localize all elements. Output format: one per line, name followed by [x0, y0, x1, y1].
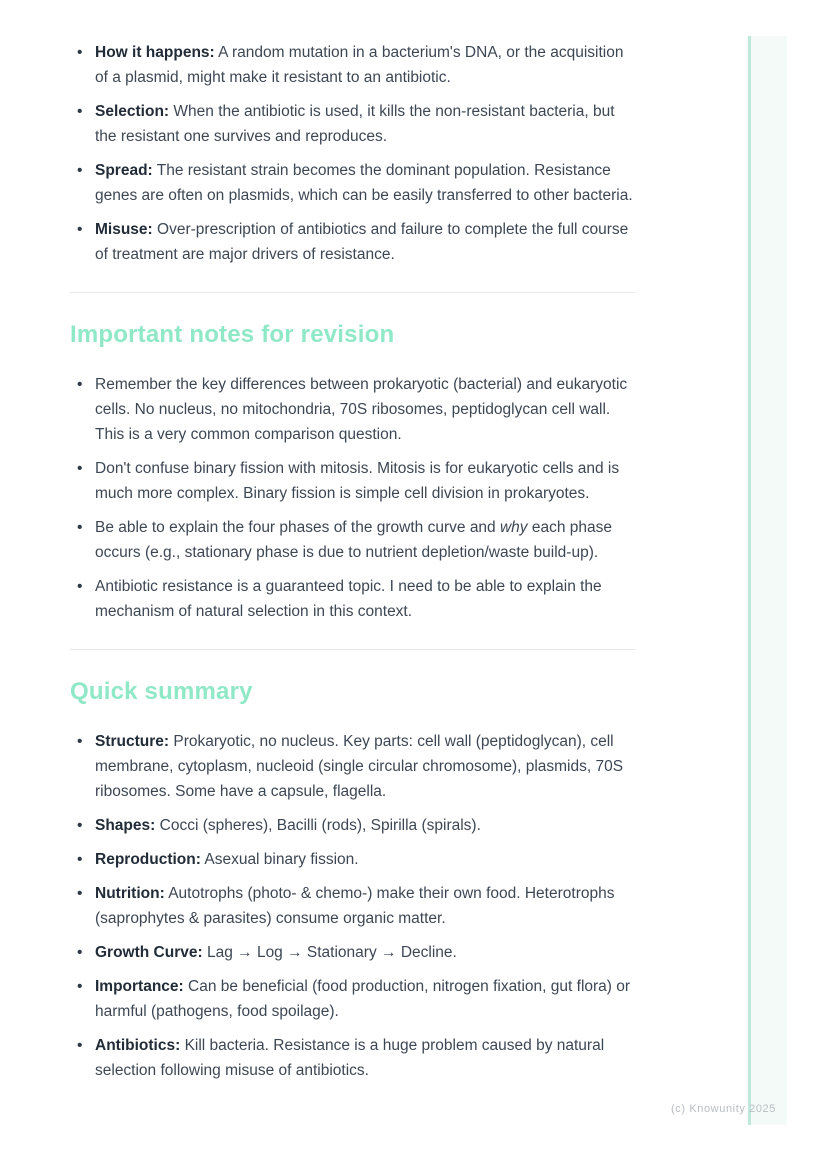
bullet-label: Antibiotics:: [95, 1037, 181, 1054]
section-divider: [70, 649, 635, 650]
page-edge-accent-line: [748, 36, 751, 1125]
bullet-prokaryote-differences: [70, 372, 635, 447]
copyright-text: (c) Knowunity 2025: [671, 1103, 776, 1115]
section-divider: [70, 292, 635, 293]
section-heading-important-notes: Important notes for revision: [70, 321, 395, 348]
bullet-label: Structure:: [95, 733, 170, 750]
bullet-text: Don't confuse binary fission with mitosis. Mitosis is for eukaryotic cells and is much more complex. Binary fission is simple cell division in prokaryotes.: [95, 460, 620, 502]
bullet-text: Remember the key differences between prokaryotic (bacterial) and eukaryotic cells. No nucleus, no mitochondria, 70S ribosomes, peptidoglycan cell wall. This is a very common comparison question.: [95, 376, 628, 443]
bullet-label: Reproduction:: [95, 851, 201, 868]
bullet-label: How it happens:: [95, 44, 215, 61]
page-edge-accent-band: [751, 36, 787, 1125]
bullet-text: Antibiotic resistance is a guaranteed topic. I need to be able to explain the mechanism of natural selection in this context.: [95, 578, 602, 620]
bullet-spread: [70, 158, 635, 208]
bullet-label: Spread:: [95, 162, 153, 179]
bullet-shapes: [70, 813, 635, 838]
bullet-label: Misuse:: [95, 221, 153, 238]
quick-summary-list: [70, 729, 635, 1083]
bullet-antibiotic-resistance-topic: [70, 574, 635, 624]
bullet-reproduction: [70, 847, 635, 872]
bullet-text: Kill bacteria. Resistance is a huge problem caused by natural selection following misuse of antibiotics.: [95, 1037, 605, 1079]
antibiotic-resistance-list: [70, 40, 635, 267]
bullet-structure: [70, 729, 635, 804]
bullet-growth-curve-phases: [70, 515, 635, 565]
bullet-label: Shapes:: [95, 817, 156, 834]
bullet-label: Selection:: [95, 103, 170, 120]
bullet-text: Cocci (spheres), Bacilli (rods), Spirilla (spirals).: [159, 817, 481, 834]
revision-notes-list: [70, 372, 635, 624]
bullet-text: Lag → Log → Stationary → Decline.: [206, 944, 457, 961]
bullet-text: Prokaryotic, no nucleus. Key parts: cell wall (peptidoglycan), cell membrane, cytoplasm, nucleoid (single circular chromosome), plasmids, 70S ribosomes. Some have a capsule, flagella.: [95, 733, 624, 800]
bullet-text-pre: Be able to explain the four phases of the growth curve and: [95, 519, 500, 536]
bullet-antibiotics: [70, 1033, 635, 1083]
bullet-text: Autotrophs (photo- & chemo-) make their own food. Heterotrophs (saprophytes & parasites) consume organic matter.: [95, 885, 615, 927]
bullet-binary-fission-vs-mitosis: [70, 456, 635, 506]
section-heading-quick-summary: Quick summary: [70, 678, 253, 705]
bullet-importance: [70, 974, 635, 1024]
bullet-selection: [70, 99, 635, 149]
bullet-text: Over-prescription of antibiotics and failure to complete the full course of treatment are major drivers of resistance.: [95, 221, 629, 263]
bullet-text: The resistant strain becomes the dominant population. Resistance genes are often on plasmids, which can be easily transferred to other bacteria.: [95, 162, 633, 204]
notes-page-content: [70, 40, 635, 1083]
bullet-how-it-happens: [70, 40, 635, 90]
bullet-growth-curve: [70, 940, 635, 965]
bullet-text-italic: why: [499, 519, 528, 536]
bullet-label: Nutrition:: [95, 885, 165, 902]
bullet-nutrition: [70, 881, 635, 931]
bullet-misuse: [70, 217, 635, 267]
bullet-text: When the antibiotic is used, it kills the non-resistant bacteria, but the resistant one survives and reproduces.: [95, 103, 615, 145]
bullet-label: Growth Curve:: [95, 944, 203, 961]
bullet-text: Can be beneficial (food production, nitrogen fixation, gut flora) or harmful (pathogens, food spoilage).: [95, 978, 631, 1020]
bullet-text-post: each phase occurs (e.g., stationary phase is due to nutrient depletion/waste build-up).: [95, 519, 613, 561]
copyright-footer: [671, 1102, 776, 1116]
bullet-label: Importance:: [95, 978, 184, 995]
bullet-text: Asexual binary fission.: [204, 851, 359, 868]
bullet-text: A random mutation in a bacterium's DNA, or the acquisition of a plasmid, might make it resistant to an antibiotic.: [95, 44, 624, 86]
